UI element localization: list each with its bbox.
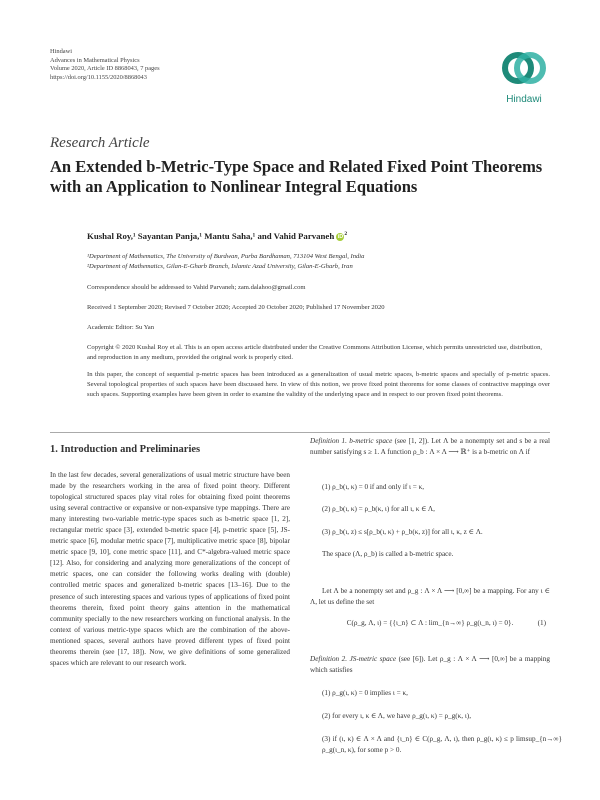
definition-2-cite: (see [6]). <box>396 655 426 663</box>
academic-editor: Academic Editor: Su Yan <box>87 324 155 331</box>
definition-2-item-3: (3) if (ι, κ) ∈ Λ × Λ and {ι_n} ∈ C(ρ_g, Λ, ι), then ρ_g(ι, κ) ≤ p limsup_{n→∞} ρ_g(ι_n, κ), for some p > 0. <box>322 735 562 755</box>
copyright-notice: Copyright © 2020 Kushal Roy et al. This is an open access article distributed under the Creative Commons Attribution License, which permits unrestricted use, distribution, and reproduction in any medium, provided the original work is properly cited. <box>87 344 543 361</box>
journal-info <box>50 48 160 82</box>
orcid-icon[interactable]: iD <box>337 233 344 240</box>
section-divider <box>50 432 550 433</box>
authors-text: Kushal Roy,¹ Sayantan Panja,¹ Mantu Saha,¹ and Vahid Parvaneh <box>87 231 335 241</box>
equation-1-number: (1) <box>537 619 546 627</box>
definition-2-item-2: (2) for every ι, κ ∈ Λ, we have ρ_g(ι, κ) = ρ_g(κ, ι), <box>322 712 471 720</box>
journal-name: Advances in Mathematical Physics <box>50 56 140 64</box>
intro-paragraph: In the last few decades, several generalizations of usual metric structure have been made by the researchers working in the area of fixed point theory. Different topological structured spaces play vital roles for obtaining fixed point theorems using several contractive or expansive or non-expansive type mappings. There are many interesting two-variable metric-type spaces such as b-metric space [1, 2], rectangular metric space [3], extended b-metric space [4], p-metric space [5], JS-metric space [6], modular metric space [7], multiplicative metric space [8], bipolar metric space [9, 10], cone metric space [11], and C*-algebra-valued metric space [12]. Also, for considering and analyzing more generalizations of the concept of metric spaces, one can consider the following works dealing with (double) controlled metric spaces and generalized b-metric spaces [13–16]. Due to the presence of such interesting spaces and various types of applications of fixed point theorems therein, fixed point theory gains attention in the mathematical community specially to the new researchers working on functional analysis. In the context of various metric-type spaces which are the combination of the above-mentioned spaces, several authors have proved different types of fixed point theorems therein (see [17, 18]). Now, we give definitions of some generalized spaces which are relevant to our research work. <box>50 471 290 667</box>
definition-1-head: Definition 1. b-metric space <box>310 437 393 445</box>
definition-2-item-1: (1) ρ_g(ι, κ) = 0 implies ι = κ, <box>322 689 408 697</box>
definition-2-head: Definition 2. JS-metric space <box>310 655 397 663</box>
definition-1-closing: The space (Λ, ρ_b) is called a b-metric space. <box>322 550 454 558</box>
affiliations <box>87 252 550 272</box>
set-definition-text: Let Λ be a nonempty set and ρ_g : Λ × Λ ⟶ [0,∞] be a mapping. For any ι ∈ Λ, let us define the set <box>310 587 550 607</box>
definition-1-item-2: (2) ρ_b(ι, κ) = ρ_b(κ, ι) for all ι, κ ∈ Λ, <box>322 505 435 513</box>
abstract: In this paper, the concept of sequential p-metric spaces has been introduced as a generalization of usual metric spaces, b-metric spaces and specially of p-metric spaces. Several topological properties of such spaces have been discussed here. In view of this notion, we prove fixed point theorems for some classes of contractive mappings over such spaces. Supporting examples have been given in order to examine the validity of the underlying space and in respect to our proven fixed point theorems. <box>87 371 550 399</box>
definition-1-text: Let Λ be a nonempty set and s be a real number satisfying s ≥ 1. A function ρ_b : Λ × Λ ⟶ ℝ⁺ is a b-metric on Λ if <box>310 437 550 457</box>
volume-line: Volume 2020, Article ID 8868043, 7 pages <box>50 65 160 73</box>
hindawi-logo <box>498 48 550 105</box>
article-type: Research Article <box>50 135 150 151</box>
definition-2-intro <box>310 654 550 676</box>
logo-text: Hindawi <box>506 94 542 105</box>
definition-1-cite: (see [1, 2]). <box>392 437 429 445</box>
section-heading: 1. Introduction and Preliminaries <box>50 444 201 455</box>
equation-1-body: C(ρ_g, Λ, ι) = {{ι_n} ⊂ Λ : lim_{n→∞} ρ_g(ι_n, ι) = 0}. <box>346 619 514 627</box>
correspondence: Correspondence should be addressed to Vahid Parvaneh; zam.dalahoo@gmail.com <box>87 284 306 291</box>
doi-link[interactable]: https://doi.org/10.1155/2020/8868043 <box>50 73 147 81</box>
definition-2-text: Let ρ_g : Λ × Λ ⟶ [0,∞] be a mapping which satisfies <box>310 655 550 675</box>
author-affiliation-sup: 2 <box>344 231 348 238</box>
author-list <box>87 231 347 241</box>
hindawi-logo-icon <box>498 48 550 88</box>
definition-1 <box>310 436 550 458</box>
definition-1-item-3: (3) ρ_b(ι, z) ≤ s[ρ_b(ι, κ) + ρ_b(κ, z)] for all ι, κ, z ∈ Λ. <box>322 528 483 536</box>
definition-1-intro <box>310 436 550 458</box>
equation-1 <box>310 618 550 629</box>
definition-1-item-1: (1) ρ_b(ι, κ) = 0 if and only if ι = κ, <box>322 483 425 491</box>
affiliation-1: ¹Department of Mathematics, The University of Burdwan, Purba Bardhaman, 713104 West Bengal, India <box>87 253 365 260</box>
affiliation-2: ²Department of Mathematics, Gilan-E-Gharb Branch, Islamic Azad University, Gilan-E-Gharb, Iran <box>87 263 353 270</box>
publisher-name: Hindawi <box>50 48 73 55</box>
dates-line: Received 1 September 2020; Revised 7 October 2020; Accepted 20 October 2020; Published 17 November 2020 <box>87 304 385 311</box>
paper-title: An Extended b-Metric-Type Space and Related Fixed Point Theorems with an Application to Nonlinear Integral Equations <box>50 157 543 196</box>
